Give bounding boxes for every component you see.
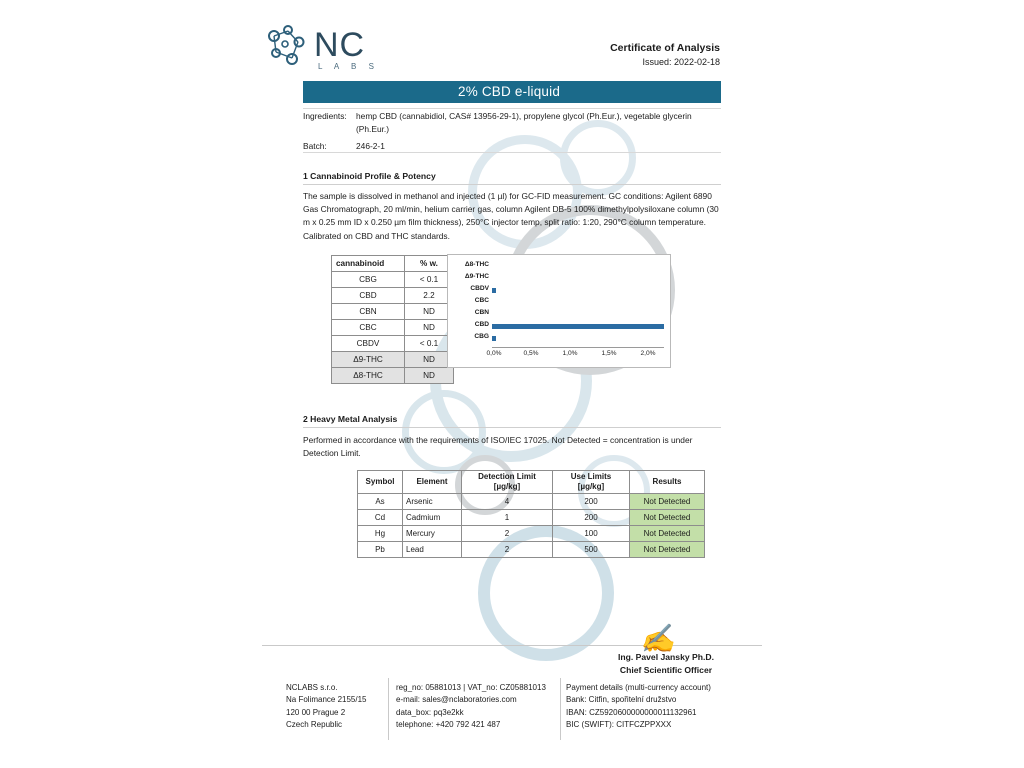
issued-date: Issued: 2022-02-18 [642,57,720,67]
col-use-limits-line1: Use Limits [570,472,612,481]
cell-value: < 0.1 [405,336,454,352]
payment-bank: Bank: Citfin, spořitelní družstvo [566,695,677,705]
certificate-title: Certificate of Analysis [610,42,720,54]
table-row [332,288,454,304]
section2-underline [303,427,721,428]
xtick-0: 0,0% [486,350,502,357]
xtick-4: 2,0% [640,350,656,357]
xtick-1: 0,5% [523,350,539,357]
cell-value: 2.2 [405,288,454,304]
cell-element: Lead [403,542,462,558]
cell-result: Not Detected [630,542,705,558]
payment-heading: Payment details (multi-currency account) [566,683,711,692]
cannabinoid-table [331,255,454,384]
heavy-metal-table [357,470,705,558]
ingredients-row [303,110,723,136]
table-row [332,352,454,368]
cell-use-limit: 100 [553,526,630,542]
chart-plot-area [492,259,664,347]
contact-email[interactable]: e-mail: sales@nclaboratories.com [396,695,517,705]
logo-subtext: L A B S [318,62,379,71]
cell-value: ND [405,352,454,368]
contact-databox: data_box: pq3e2kk [396,707,464,717]
chart-label-d8thc: Δ8-THC [464,261,489,268]
divider-top [303,108,721,109]
company-street: Na Folimance 2155/15 [286,695,367,705]
cell-value: ND [405,368,454,384]
chart-label-cbn: CBN [474,309,489,316]
cell-result: Not Detected [630,526,705,542]
cell-use-limit: 200 [553,494,630,510]
cell-element: Cadmium [403,510,462,526]
footer-company-block [286,682,396,732]
chart-label-d9thc: Δ9-THC [464,273,489,280]
contact-telephone: telephone: +420 792 421 487 [396,720,501,730]
ingredients-value: hemp CBD (cannabidiol, CAS# 13956-29-1), propylene glycol (Ph.Eur.), vegetable glycerin (Ph.Eur.) [356,111,692,134]
col-results: Results [630,471,705,494]
cell-detection-limit: 2 [462,542,553,558]
table-row [332,320,454,336]
col-cannabinoid: cannabinoid [332,256,405,272]
cell-symbol: Hg [358,526,403,542]
table-row [358,542,705,558]
cell-result: Not Detected [630,510,705,526]
section1-underline [303,184,721,185]
divider-below-info [303,152,721,153]
cell-element: Mercury [403,526,462,542]
col-symbol: Symbol [358,471,403,494]
nc-labs-logo [262,22,392,74]
logo-wordmark: NC [314,26,366,64]
cell-name: Δ9-THC [332,352,405,368]
cell-name: CBDV [332,336,405,352]
cell-detection-limit: 2 [462,526,553,542]
xtick-2: 1,0% [562,350,578,357]
col-detection-limit-line1: Detection Limit [478,472,536,481]
bar-cbdv [492,288,496,293]
table-row [332,304,454,320]
molecule-icon [262,22,314,70]
cell-name: CBD [332,288,405,304]
signatory-role: Chief Scientific Officer [619,665,713,675]
chart-label-cbg: CBG [474,333,489,340]
section2-method-text: Performed in accordance with the requirements of ISO/IEC 17025. Not Detected = concentration is under Detection Limit. [303,435,693,459]
cell-result: Not Detected [630,494,705,510]
payment-bic: BIC (SWIFT): CITFCZPPXXX [566,720,672,730]
cell-element: Arsenic [403,494,462,510]
cell-value: < 0.1 [405,272,454,288]
cell-detection-limit: 1 [462,510,553,526]
section2-heading: 2 Heavy Metal Analysis [303,414,398,424]
col-percent: % w. [405,256,454,272]
bar-cbd [492,324,664,329]
cell-value: ND [405,304,454,320]
table-row [358,526,705,542]
cell-name: Δ8-THC [332,368,405,384]
table-header-row [332,256,454,272]
chart-label-cbc: CBC [474,297,489,304]
cell-symbol: Cd [358,510,403,526]
batch-label: Batch: [303,141,327,151]
table-row [332,368,454,384]
chart-x-axis [492,347,664,348]
payment-iban: IBAN: CZ5920600000000011132961 [566,707,697,717]
signatory-name: Ing. Pavel Jansky Ph.D. [617,652,714,662]
company-name: NCLABS s.r.o. [286,683,338,692]
table-header-row [358,471,705,494]
company-city: 120 00 Prague 2 [286,707,346,717]
section1-heading: 1 Cannabinoid Profile & Potency [303,171,436,181]
xtick-3: 1,5% [601,350,617,357]
cell-use-limit: 500 [553,542,630,558]
table-row [332,272,454,288]
cell-detection-limit: 4 [462,494,553,510]
table-row [358,494,705,510]
watermark-ring-small-2 [402,390,486,474]
contact-reg-no: reg_no: 05881013 | VAT_no: CZ05881013 [396,683,546,692]
cell-symbol: As [358,494,403,510]
col-use-limits-line2: [µg/kg] [577,482,605,491]
footer-payment-block [566,682,776,732]
col-use-limits [553,471,630,494]
footer-contact-block [396,682,561,732]
section1-method-text: The sample is dissolved in methanol and injected (1 µl) for GC-FID measurement. GC conditions: Agilent 6890 Gas Chromatograph, 20 ml/min, helium carrier gas, column Agilent DB-5 100% dimethylpolysiloxane column (30 m x 0.25 mm ID x 0.250 µm film thickness), 250°C injector temp, split ratio: 1:20, 290°C column temperature. Calibrated on CBD and THC standards. [303,191,719,241]
cannabinoid-bar-chart [447,254,671,368]
cell-name: CBC [332,320,405,336]
chart-label-cbdv: CBDV [470,285,489,292]
cell-name: CBG [332,272,405,288]
company-country: Czech Republic [286,720,343,730]
chart-label-cbd: CBD [474,321,489,328]
product-title-bar: 2% CBD e-liquid [303,81,721,103]
signature-mark: ✍ [640,624,675,655]
col-detection-limit-line2: [µg/kg] [493,482,521,491]
cell-use-limit: 200 [553,510,630,526]
col-element: Element [403,471,462,494]
bar-cbg [492,336,496,341]
table-row [358,510,705,526]
col-detection-limit [462,471,553,494]
table-row [332,336,454,352]
cell-symbol: Pb [358,542,403,558]
batch-value: 246-2-1 [356,141,385,151]
ingredients-label: Ingredients: [303,111,347,121]
cell-name: CBN [332,304,405,320]
product-info [303,110,723,153]
cell-value: ND [405,320,454,336]
